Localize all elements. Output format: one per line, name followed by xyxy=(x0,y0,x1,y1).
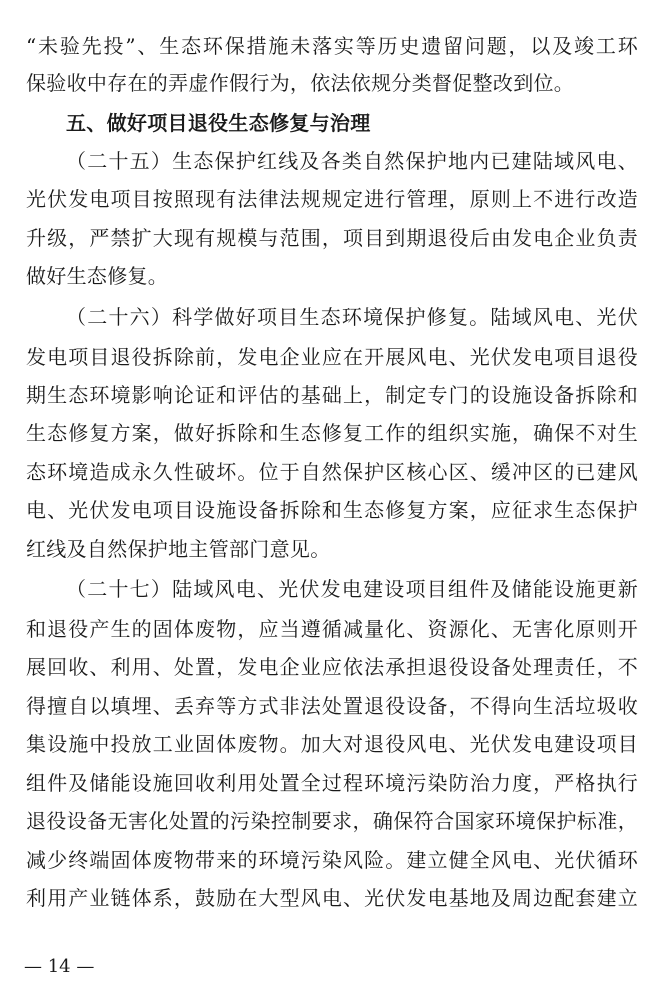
paragraph-line: 生态修复方案，做好拆除和生态修复工作的组织实施，确保不对生 xyxy=(26,421,638,445)
paragraph-line: “未验先投”、生态环保措施未落实等历史遗留问题，以及竣工环 xyxy=(26,34,638,58)
paragraph-line: 电、光伏发电项目设施设备拆除和生态修复方案，应征求生态保护 xyxy=(26,498,638,522)
paragraph-line: 减少终端固体废物带来的环境污染风险。建立健全风电、光伏循环 xyxy=(26,848,638,872)
paragraph-line: 和退役产生的固体废物，应当遵循减量化、资源化、无害化原则开 xyxy=(26,617,638,641)
paragraph-line: 利用产业链体系，鼓励在大型风电、光伏发电基地及周边配套建立 xyxy=(26,886,638,910)
paragraph-line: 得擅自以填埋、丢弃等方式非法处置退役设备，不得向生活垃圾收 xyxy=(26,694,638,718)
paragraph-line: 保验收中存在的弄虚作假行为，依法依规分类督促整改到位。 xyxy=(26,71,575,95)
paragraph-line: 升级，严禁扩大现有规模与范围，项目到期退役后由发电企业负责 xyxy=(26,226,638,250)
paragraph-line: 退役设备无害化处置的污染控制要求，确保符合国家环境保护标准， xyxy=(26,809,638,833)
section-heading: 五、做好项目退役生态修复与治理 xyxy=(66,111,371,135)
paragraph-line: （二十六）科学做好项目生态环境保护修复。陆域风电、光伏 xyxy=(66,305,638,329)
paragraph-line: 期生态环境影响论证和评估的基础上，制定专门的设施设备拆除和 xyxy=(26,383,638,407)
paragraph-line: 做好生态修复。 xyxy=(26,264,169,288)
paragraph-line: （二十五）生态保护红线及各类自然保护地内已建陆域风电、 xyxy=(66,149,638,173)
paragraph-line: 光伏发电项目按照现有法律法规规定进行管理，原则上不进行改造 xyxy=(26,187,638,211)
paragraph-line: 态环境造成永久性破坏。位于自然保护区核心区、缓冲区的已建风 xyxy=(26,460,638,484)
paragraph-line: （二十七）陆域风电、光伏发电建设项目组件及储能设施更新 xyxy=(66,577,638,601)
paragraph-line: 集设施中投放工业固体废物。加大对退役风电、光伏发电建设项目 xyxy=(26,732,638,756)
paragraph-line: 组件及储能设施回收利用处置全过程环境污染防治力度，严格执行 xyxy=(26,771,638,795)
paragraph-line: 发电项目退役拆除前，发电企业应在开展风电、光伏发电项目退役 xyxy=(26,345,638,369)
page-number: — 14 — xyxy=(24,956,95,977)
paragraph-line: 红线及自然保护地主管部门意见。 xyxy=(26,537,331,561)
paragraph-line: 展回收、利用、处置，发电企业应依法承担退役设备处理责任，不 xyxy=(26,655,638,679)
